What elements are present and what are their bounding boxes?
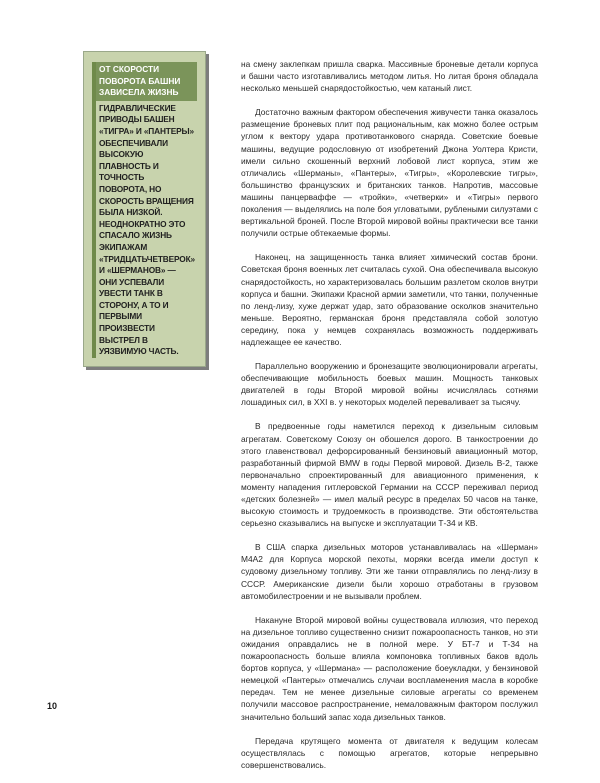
sidebar-heading: ОТ СКОРОСТИ ПОВОРОТА БАШНИ ЗАВИСЕЛА ЖИЗНЬ <box>96 62 197 101</box>
paragraph: Накануне Второй мировой войны существовала иллюзия, что переход на дизельное топливо существенно снизит пожароопасность танков, но эти ожидания оправдались не в полной мере. У БТ-7 и Т-34 на пожароопасность больше влияла компоновка топливных баков вдоль бортов корпуса, у «Шермана» — расположение боеукладки, у бензиновой немецкой «Пантеры» отмечались случаи воспламенения масла в коробке передач. Тем не менее дизельные силовые агрегаты со временем получили массовое распространение, немаловажным фактором послужил значительно больший запас хода дизельных танков. <box>241 614 538 722</box>
paragraph: В предвоенные годы наметился переход к дизельным силовым агрегатам. Советскому Союзу он обошелся дорого. В танкостроении до этого главенствовал дефорсированный бензиновый авиационный мотор, разработанный фирмой BMW в годы Первой мировой. Дизель В-2, также первоначально спроектированный для авиационного применения, к моменту нападения гитлеровской Германии на СССР переживал период «детских болезней» — имел малый ресурс в пределах 50 часов на танке, высокую стоимость и трудоемкость в производстве. Эти обстоятельства серьезно сказывались на выпуске и эксплуатации Т-34 и КВ. <box>241 421 538 529</box>
paragraph: В США спарка дизельных моторов устанавливалась на «Шерман» M4A2 для Корпуса морской пехоты, моряки всегда имели доступ к судовому дизельному топливу. Эти же танки отправлялись по ленд-лизу в СССР. Американские дизели были хорошо отработаны в грузовом автомобилестроении и не вызывали проблем. <box>241 542 538 601</box>
main-text-column <box>241 58 538 783</box>
paragraph: Наконец, на защищенность танка влияет химический состав брони. Советская броня военных лет считалась сухой. Она обеспечивала высокую снарядостойкость, но характеризовалась большим разлетом сколов внутри корпуса и башни. Экипажи Красной армии заметили, что танки, полученные по ленд-лизу, хуже держат удар, зато образование осколков значительно меньше. Вероятно, германская броня представляла собой золотую середину, пока у немцев сохранялась возможность поддерживать надлежащее ее качество. <box>241 252 538 347</box>
paragraph: Передача крутящего момента от двигателя к ведущим колесам осуществлялась с помощью агрегатов, которые непрерывно совершенствовались. <box>241 735 538 770</box>
paragraph: Достаточно важным фактором обеспечения живучести танка оказалось размещение броневых плит под рациональным, как можно более острым углом к вектору удара противотанкового снаряда. Советские боевые машины, ведущие родословную от изобретений Джона Уолтера Кристи, имели сильно скошенный верхний лобовой лист корпуса, этим же отличались «Шерманы», «Пантеры», «Тигры», «Королевские тигры», большинство французских и британских танков. Напротив, массовые машины панцерваффе — «тройки», «четверки» и «Тигры» первого поколения — выделялись на поле боя угловатыми, рублеными силуэтами с вертикальной броней. После Второй мировой войны практически все танки получили острые обтекаемые формы. <box>241 107 538 239</box>
sidebar-inner <box>92 62 197 358</box>
paragraph: на смену заклепкам пришла сварка. Массивные броневые детали корпуса и башни часто изготавливались методом литья. Но литая броня обладала несколько меньшей снарядостойкостью, чем катаный лист. <box>241 59 538 94</box>
sidebar-body-text: ГИДРАВЛИЧЕСКИЕ ПРИВОДЫ БАШЕН «ТИГРА» И «ПАНТЕРЫ» ОБЕСПЕЧИВАЛИ ВЫСОКУЮ ПЛАВНОСТЬ И ТОЧНОСТЬ ПОВОРОТА, НО СКОРОСТЬ ВРАЩЕНИЯ БЫЛА НИЗКОЙ. НЕОДНОКРАТНО ЭТО СПАСАЛО ЖИЗНЬ ЭКИПАЖАМ «ТРИДЦАТЬЧЕТВЕРОК» И «ШЕРМАНОВ» — ОНИ УСПЕВАЛИ УВЕСТИ ТАНК В СТОРОНУ, А ТО И ПЕРВЫМИ ПРОИЗВЕСТИ ВЫСТРЕЛ В УЯЗВИМУЮ ЧАСТЬ. <box>99 102 195 357</box>
sidebar-callout <box>83 51 206 367</box>
paragraph: Параллельно вооружению и бронезащите эволюционировали агрегаты, обеспечивающие мобильность боевых машин. Мощность танковых двигателей в годы Второй мировой войны исчислялась сотнями лошадиных сил, в XXI в. у некоторых моделей переваливает за тысячу. <box>241 361 538 408</box>
page-number: 10 <box>47 701 58 711</box>
